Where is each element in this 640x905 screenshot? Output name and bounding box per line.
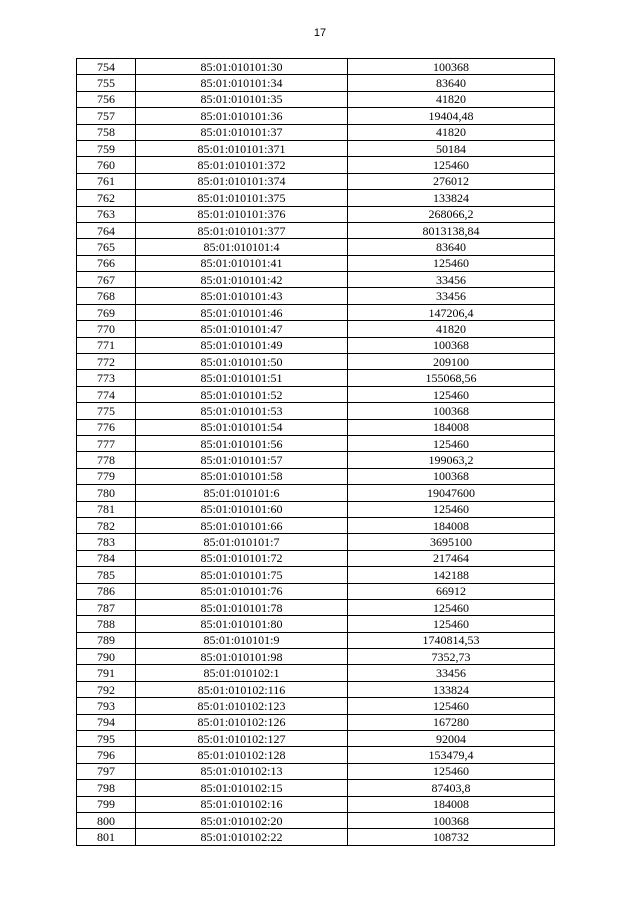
table-row bbox=[77, 190, 555, 206]
cadastral-number-cell: 85:01:010101:60 bbox=[136, 501, 348, 517]
value-cell: 268066,2 bbox=[348, 206, 555, 222]
cadastral-number-cell: 85:01:010101:53 bbox=[136, 403, 348, 419]
value-cell: 125460 bbox=[348, 501, 555, 517]
cadastral-number-cell: 85:01:010102:128 bbox=[136, 747, 348, 763]
row-number-cell: 794 bbox=[77, 714, 136, 730]
table-row bbox=[77, 321, 555, 337]
value-cell: 41820 bbox=[348, 124, 555, 140]
cadastral-number-cell: 85:01:010101:80 bbox=[136, 616, 348, 632]
value-cell: 66912 bbox=[348, 583, 555, 599]
row-number-cell: 793 bbox=[77, 698, 136, 714]
table-row bbox=[77, 419, 555, 435]
table-row bbox=[77, 763, 555, 779]
row-number-cell: 756 bbox=[77, 91, 136, 107]
cadastral-number-cell: 85:01:010101:43 bbox=[136, 288, 348, 304]
table-row bbox=[77, 124, 555, 140]
cadastral-number-cell: 85:01:010101:7 bbox=[136, 534, 348, 550]
table-row bbox=[77, 485, 555, 501]
table-row bbox=[77, 272, 555, 288]
table-row bbox=[77, 796, 555, 812]
table-row bbox=[77, 75, 555, 91]
row-number-cell: 801 bbox=[77, 829, 136, 845]
value-cell: 142188 bbox=[348, 567, 555, 583]
value-cell: 108732 bbox=[348, 829, 555, 845]
row-number-cell: 782 bbox=[77, 517, 136, 533]
row-number-cell: 777 bbox=[77, 435, 136, 451]
value-cell: 92004 bbox=[348, 731, 555, 747]
row-number-cell: 781 bbox=[77, 501, 136, 517]
row-number-cell: 780 bbox=[77, 485, 136, 501]
value-cell: 7352,73 bbox=[348, 649, 555, 665]
row-number-cell: 762 bbox=[77, 190, 136, 206]
value-cell: 19047600 bbox=[348, 485, 555, 501]
value-cell: 100368 bbox=[348, 468, 555, 484]
cadastral-number-cell: 85:01:010101:377 bbox=[136, 222, 348, 238]
cadastral-number-cell: 85:01:010102:116 bbox=[136, 681, 348, 697]
value-cell: 41820 bbox=[348, 321, 555, 337]
table-row bbox=[77, 649, 555, 665]
row-number-cell: 768 bbox=[77, 288, 136, 304]
value-cell: 276012 bbox=[348, 173, 555, 189]
value-cell: 125460 bbox=[348, 255, 555, 271]
row-number-cell: 776 bbox=[77, 419, 136, 435]
row-number-cell: 778 bbox=[77, 452, 136, 468]
cadastral-number-cell: 85:01:010101:374 bbox=[136, 173, 348, 189]
value-cell: 209100 bbox=[348, 354, 555, 370]
cadastral-table bbox=[76, 58, 555, 846]
value-cell: 19404,48 bbox=[348, 108, 555, 124]
cadastral-number-cell: 85:01:010102:127 bbox=[136, 731, 348, 747]
table-row bbox=[77, 435, 555, 451]
row-number-cell: 785 bbox=[77, 567, 136, 583]
value-cell: 41820 bbox=[348, 91, 555, 107]
row-number-cell: 787 bbox=[77, 599, 136, 615]
row-number-cell: 774 bbox=[77, 386, 136, 402]
value-cell: 199063,2 bbox=[348, 452, 555, 468]
value-cell: 125460 bbox=[348, 599, 555, 615]
cadastral-number-cell: 85:01:010101:372 bbox=[136, 157, 348, 173]
row-number-cell: 770 bbox=[77, 321, 136, 337]
table-row bbox=[77, 714, 555, 730]
value-cell: 184008 bbox=[348, 796, 555, 812]
table-row bbox=[77, 108, 555, 124]
cadastral-number-cell: 85:01:010102:16 bbox=[136, 796, 348, 812]
table-row bbox=[77, 239, 555, 255]
cadastral-number-cell: 85:01:010101:54 bbox=[136, 419, 348, 435]
row-number-cell: 783 bbox=[77, 534, 136, 550]
row-number-cell: 765 bbox=[77, 239, 136, 255]
row-number-cell: 767 bbox=[77, 272, 136, 288]
cadastral-number-cell: 85:01:010101:37 bbox=[136, 124, 348, 140]
value-cell: 100368 bbox=[348, 403, 555, 419]
table-row bbox=[77, 747, 555, 763]
table-row bbox=[77, 583, 555, 599]
row-number-cell: 798 bbox=[77, 780, 136, 796]
table-row bbox=[77, 304, 555, 320]
row-number-cell: 769 bbox=[77, 304, 136, 320]
table-row bbox=[77, 501, 555, 517]
row-number-cell: 755 bbox=[77, 75, 136, 91]
cadastral-number-cell: 85:01:010101:9 bbox=[136, 632, 348, 648]
table-row bbox=[77, 370, 555, 386]
table-row bbox=[77, 468, 555, 484]
value-cell: 8013138,84 bbox=[348, 222, 555, 238]
value-cell: 147206,4 bbox=[348, 304, 555, 320]
table-row bbox=[77, 698, 555, 714]
cadastral-number-cell: 85:01:010102:20 bbox=[136, 812, 348, 828]
row-number-cell: 761 bbox=[77, 173, 136, 189]
value-cell: 125460 bbox=[348, 616, 555, 632]
table-row bbox=[77, 91, 555, 107]
cadastral-number-cell: 85:01:010102:13 bbox=[136, 763, 348, 779]
table-row bbox=[77, 140, 555, 156]
row-number-cell: 759 bbox=[77, 140, 136, 156]
value-cell: 100368 bbox=[348, 337, 555, 353]
cadastral-number-cell: 85:01:010101:56 bbox=[136, 435, 348, 451]
cadastral-number-cell: 85:01:010102:22 bbox=[136, 829, 348, 845]
cadastral-number-cell: 85:01:010102:1 bbox=[136, 665, 348, 681]
value-cell: 125460 bbox=[348, 435, 555, 451]
table-row bbox=[77, 681, 555, 697]
value-cell: 184008 bbox=[348, 419, 555, 435]
row-number-cell: 786 bbox=[77, 583, 136, 599]
value-cell: 33456 bbox=[348, 665, 555, 681]
table-row bbox=[77, 354, 555, 370]
row-number-cell: 772 bbox=[77, 354, 136, 370]
value-cell: 125460 bbox=[348, 763, 555, 779]
row-number-cell: 775 bbox=[77, 403, 136, 419]
cadastral-number-cell: 85:01:010101:46 bbox=[136, 304, 348, 320]
cadastral-number-cell: 85:01:010101:34 bbox=[136, 75, 348, 91]
table-row bbox=[77, 157, 555, 173]
table-row bbox=[77, 829, 555, 845]
value-cell: 153479,4 bbox=[348, 747, 555, 763]
value-cell: 33456 bbox=[348, 272, 555, 288]
cadastral-number-cell: 85:01:010102:126 bbox=[136, 714, 348, 730]
row-number-cell: 790 bbox=[77, 649, 136, 665]
row-number-cell: 764 bbox=[77, 222, 136, 238]
value-cell: 87403,8 bbox=[348, 780, 555, 796]
cadastral-number-cell: 85:01:010101:58 bbox=[136, 468, 348, 484]
table-row bbox=[77, 206, 555, 222]
cadastral-number-cell: 85:01:010101:51 bbox=[136, 370, 348, 386]
row-number-cell: 784 bbox=[77, 550, 136, 566]
cadastral-number-cell: 85:01:010101:41 bbox=[136, 255, 348, 271]
cadastral-number-cell: 85:01:010101:375 bbox=[136, 190, 348, 206]
value-cell: 155068,56 bbox=[348, 370, 555, 386]
value-cell: 1740814,53 bbox=[348, 632, 555, 648]
table-row bbox=[77, 452, 555, 468]
cadastral-number-cell: 85:01:010101:52 bbox=[136, 386, 348, 402]
row-number-cell: 779 bbox=[77, 468, 136, 484]
table-row bbox=[77, 288, 555, 304]
cadastral-number-cell: 85:01:010101:75 bbox=[136, 567, 348, 583]
value-cell: 133824 bbox=[348, 190, 555, 206]
row-number-cell: 760 bbox=[77, 157, 136, 173]
value-cell: 125460 bbox=[348, 157, 555, 173]
cadastral-number-cell: 85:01:010101:35 bbox=[136, 91, 348, 107]
cadastral-number-cell: 85:01:010101:50 bbox=[136, 354, 348, 370]
cadastral-number-cell: 85:01:010101:376 bbox=[136, 206, 348, 222]
value-cell: 167280 bbox=[348, 714, 555, 730]
row-number-cell: 763 bbox=[77, 206, 136, 222]
row-number-cell: 754 bbox=[77, 59, 136, 75]
row-number-cell: 757 bbox=[77, 108, 136, 124]
row-number-cell: 799 bbox=[77, 796, 136, 812]
value-cell: 133824 bbox=[348, 681, 555, 697]
table-row bbox=[77, 337, 555, 353]
value-cell: 83640 bbox=[348, 75, 555, 91]
cadastral-number-cell: 85:01:010101:49 bbox=[136, 337, 348, 353]
cadastral-table-body bbox=[77, 59, 555, 846]
row-number-cell: 792 bbox=[77, 681, 136, 697]
value-cell: 125460 bbox=[348, 698, 555, 714]
table-row bbox=[77, 812, 555, 828]
cadastral-number-cell: 85:01:010101:42 bbox=[136, 272, 348, 288]
table-row bbox=[77, 59, 555, 75]
value-cell: 100368 bbox=[348, 812, 555, 828]
value-cell: 50184 bbox=[348, 140, 555, 156]
cadastral-number-cell: 85:01:010101:36 bbox=[136, 108, 348, 124]
table-row bbox=[77, 386, 555, 402]
table-row bbox=[77, 173, 555, 189]
table-row bbox=[77, 731, 555, 747]
row-number-cell: 789 bbox=[77, 632, 136, 648]
cadastral-number-cell: 85:01:010102:123 bbox=[136, 698, 348, 714]
value-cell: 83640 bbox=[348, 239, 555, 255]
row-number-cell: 788 bbox=[77, 616, 136, 632]
value-cell: 125460 bbox=[348, 386, 555, 402]
row-number-cell: 800 bbox=[77, 812, 136, 828]
table-row bbox=[77, 222, 555, 238]
value-cell: 184008 bbox=[348, 517, 555, 533]
cadastral-number-cell: 85:01:010101:78 bbox=[136, 599, 348, 615]
table-row bbox=[77, 534, 555, 550]
row-number-cell: 773 bbox=[77, 370, 136, 386]
table-row bbox=[77, 403, 555, 419]
cadastral-number-cell: 85:01:010101:6 bbox=[136, 485, 348, 501]
row-number-cell: 797 bbox=[77, 763, 136, 779]
table-row bbox=[77, 550, 555, 566]
table-row bbox=[77, 616, 555, 632]
row-number-cell: 771 bbox=[77, 337, 136, 353]
cadastral-number-cell: 85:01:010101:30 bbox=[136, 59, 348, 75]
cadastral-number-cell: 85:01:010102:15 bbox=[136, 780, 348, 796]
page-number: 17 bbox=[313, 27, 327, 39]
row-number-cell: 766 bbox=[77, 255, 136, 271]
value-cell: 33456 bbox=[348, 288, 555, 304]
table-row bbox=[77, 567, 555, 583]
cadastral-number-cell: 85:01:010101:4 bbox=[136, 239, 348, 255]
table-row bbox=[77, 517, 555, 533]
table-row bbox=[77, 665, 555, 681]
row-number-cell: 796 bbox=[77, 747, 136, 763]
cadastral-number-cell: 85:01:010101:47 bbox=[136, 321, 348, 337]
cadastral-number-cell: 85:01:010101:371 bbox=[136, 140, 348, 156]
table-row bbox=[77, 632, 555, 648]
row-number-cell: 791 bbox=[77, 665, 136, 681]
row-number-cell: 795 bbox=[77, 731, 136, 747]
cadastral-number-cell: 85:01:010101:57 bbox=[136, 452, 348, 468]
cadastral-number-cell: 85:01:010101:76 bbox=[136, 583, 348, 599]
table-row bbox=[77, 780, 555, 796]
value-cell: 100368 bbox=[348, 59, 555, 75]
cadastral-number-cell: 85:01:010101:72 bbox=[136, 550, 348, 566]
row-number-cell: 758 bbox=[77, 124, 136, 140]
cadastral-number-cell: 85:01:010101:98 bbox=[136, 649, 348, 665]
table-row bbox=[77, 599, 555, 615]
table-row bbox=[77, 255, 555, 271]
value-cell: 3695100 bbox=[348, 534, 555, 550]
cadastral-number-cell: 85:01:010101:66 bbox=[136, 517, 348, 533]
value-cell: 217464 bbox=[348, 550, 555, 566]
